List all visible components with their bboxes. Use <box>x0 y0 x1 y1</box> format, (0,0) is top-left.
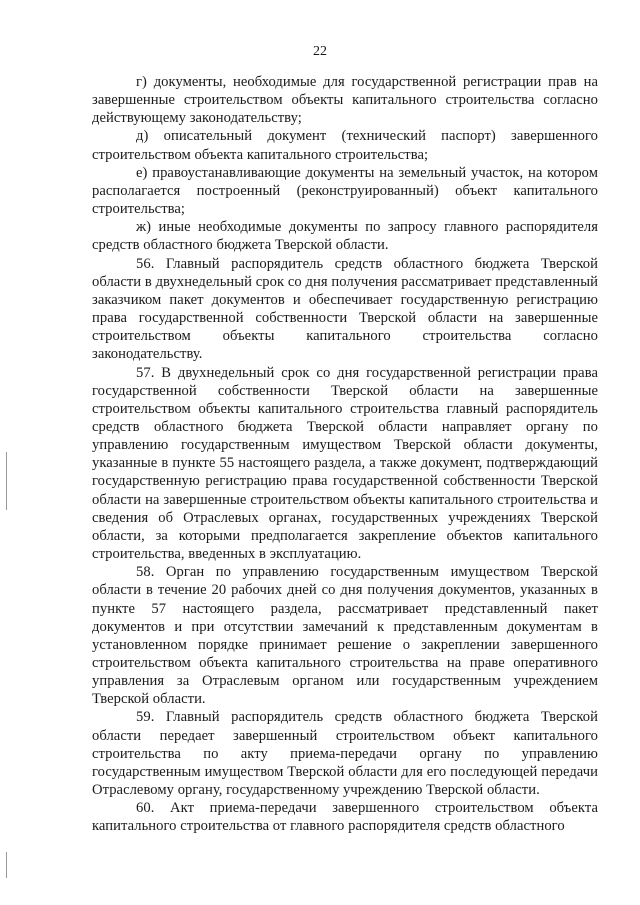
paragraph-57: 57. В двухнедельный срок со дня государственной регистрации права государственной собственности Тверской области на завершенные строительством объекты капитального строительства главный распорядитель средств областного бюджета Тверской области направляет органу по управлению государственным имуществом Тверской области документы, указанные в пункте 55 настоящего раздела, а также документ, подтверждающий государственную регистрацию права государственной собственности Тверской области на завершенные строительством объекты капитального строительства и сведения об Отраслевых органах, государственных учреждениях Тверской области, за которыми предполагается закрепление объектов капитального строительства, введенных в эксплуатацию. <box>92 364 598 563</box>
document-body <box>92 73 598 836</box>
paragraph-60: 60. Акт приема-передачи завершенного строительством объекта капитального строительства от главного распорядителя средств областного <box>92 800 598 835</box>
paragraph-56: 56. Главный распорядитель средств областного бюджета Тверской области в двухнедельный срок со дня получения рассматривает представленный заказчиком пакет документов и обеспечивает государственную регистрацию права государственной собственности Тверской области на завершенные строительством объекты капитального строительства согласно законодательству. <box>92 255 598 363</box>
scan-edge-mark-bottom <box>6 852 7 878</box>
paragraph-item-e: е) правоустанавливающие документы на земельный участок, на котором располагается построенный (реконструированный) объект капитального строительства; <box>92 164 598 218</box>
page-number: 22 <box>313 44 327 59</box>
paragraph-59: 59. Главный распорядитель средств областного бюджета Тверской области передает завершенный строительством объект капитального строительства по акту приема-передачи органу по управлению государственным имуществом Тверской области для его последующей передачи Отраслевому органу, государственному учреждению Тверской области. <box>92 709 598 799</box>
paragraph-item-zh: ж) иные необходимые документы по запросу главного распорядителя средств областного бюджета Тверской области. <box>92 219 598 254</box>
scan-edge-mark-top <box>6 452 7 510</box>
paragraph-58: 58. Орган по управлению государственным имуществом Тверской области в течение 20 рабочих дней со дня получения документов, указанных в пункте 57 настоящего раздела, рассматривает представленный пакет документов и при отсутствии замечаний к представленным документам в установленном порядке принимает решение о закреплении завершенного строительством объекта капитального строительства на праве оперативного управления за Отраслевым органом или государственным учреждением Тверской области. <box>92 564 598 708</box>
paragraph-item-g: г) документы, необходимые для государственной регистрации прав на завершенные строительством объекты капитального строительства согласно действующему законодательству; <box>92 74 598 127</box>
paragraph-item-d: д) описательный документ (технический паспорт) завершенного строительством объекта капитального строительства; <box>92 128 598 163</box>
